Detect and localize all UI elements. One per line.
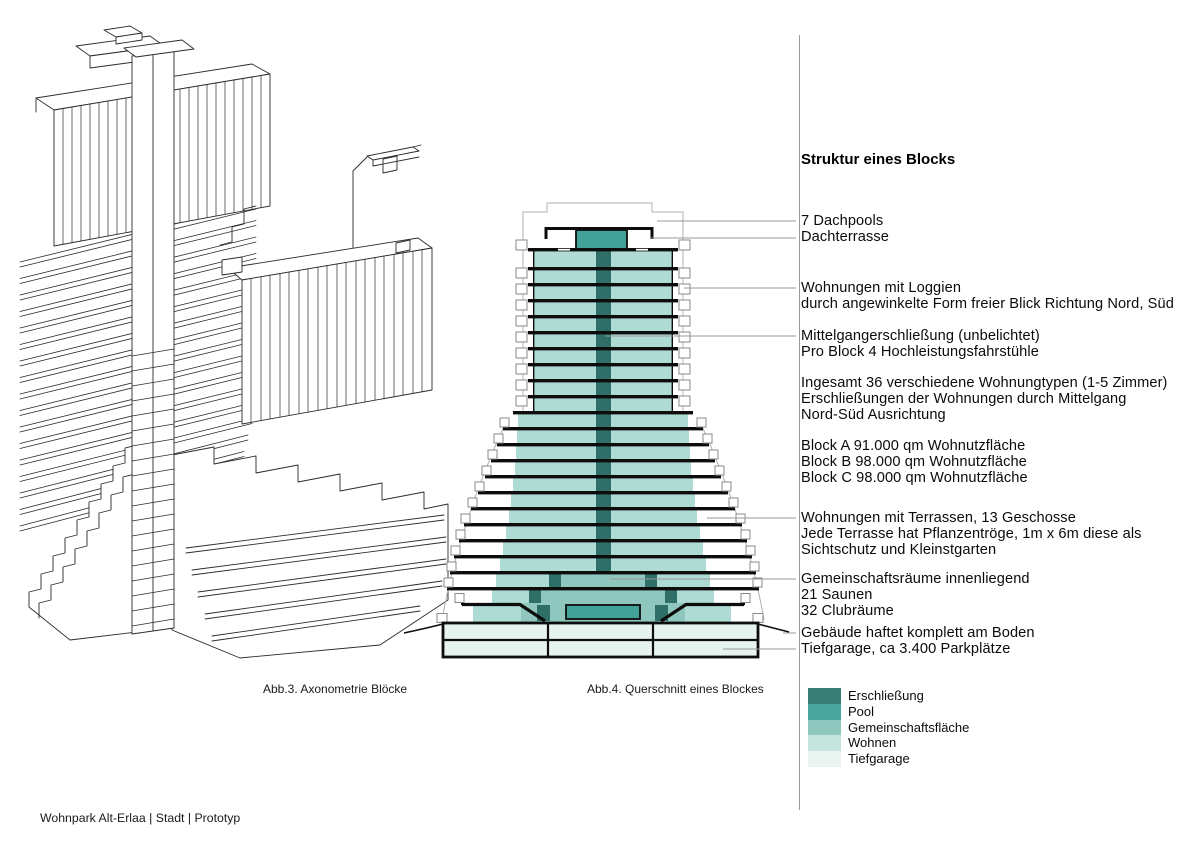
annotation-line: Gebäude haftet komplett am Boden (801, 625, 1035, 641)
annotation-gemeinschaft (801, 571, 1199, 620)
legend-swatch (808, 688, 841, 704)
section-floors (473, 251, 731, 622)
annotation-line: Jede Terrasse hat Pflanzentröge, 1m x 6m diese als (801, 526, 1142, 543)
annotation-line: Tiefgarage, ca 3.400 Parkplätze (801, 641, 1011, 658)
annotation-loggien (801, 280, 1199, 312)
annotation-line: 32 Clubräume (801, 603, 894, 620)
annotation-line: Wohnungen mit Loggien (801, 280, 962, 296)
annotation-line: Block B 98.000 qm Wohnutzfläche (801, 454, 1027, 471)
section-roof (546, 229, 652, 251)
annotation-line: 7 Dachpools (801, 213, 884, 229)
annotation-tiefgarage (801, 625, 1199, 657)
section-garage (443, 623, 758, 657)
legend-swatch (808, 735, 841, 751)
annotation-line: Pro Block 4 Hochleistungsfahrstühle (801, 344, 1039, 361)
annotation-blockflaechen (801, 438, 1199, 487)
annotation-terrassen (801, 510, 1199, 559)
annotation-line: Dachterrasse (801, 229, 889, 246)
annotation-line: Gemeinschaftsräume innenliegend (801, 571, 1030, 587)
annotation-mittelgang (801, 328, 1199, 360)
legend-label: Wohnen (848, 735, 897, 751)
legend-swatch (808, 704, 841, 720)
legend-label: Tiefgarage (848, 751, 910, 767)
cross-section-drawing (404, 203, 789, 657)
annotation-line: Sichtschutz und Kleinstgarten (801, 542, 997, 559)
legend-label: Gemeinschaftsfläche (848, 719, 970, 735)
page-title: Struktur eines Blocks (801, 151, 956, 168)
annotation-line: Block C 98.000 qm Wohnutzfläche (801, 470, 1028, 487)
legend-item-pool (808, 704, 969, 720)
legend-label: Pool (848, 703, 875, 719)
annotation-line: Erschließungen der Wohnungen durch Mittelgang (801, 391, 1127, 408)
caption-section: Abb.4. Querschnitt eines Blockes (587, 682, 764, 696)
legend-label: Erschließung (848, 688, 924, 703)
annotation-dachpools (801, 213, 1199, 245)
axo-pyramid-left (29, 445, 147, 640)
annotation-line: 21 Saunen (801, 587, 873, 604)
legend-swatch (808, 720, 841, 736)
annotation-line: Mittelgangerschließung (unbelichtet) (801, 328, 1040, 344)
legend (808, 688, 969, 767)
annotation-line: Wohnungen mit Terrassen, 13 Geschosse (801, 510, 1076, 526)
legend-item-gemeinschaftsflaeche (808, 720, 969, 736)
legend-item-tiefgarage (808, 751, 969, 767)
caption-axonometric: Abb.3. Axonometrie Blöcke (263, 682, 408, 696)
annotation-line: Block A 91.000 qm Wohnutzfläche (801, 438, 1026, 454)
annotation-line: durch angewinkelte Form freier Blick Richtung Nord, Süd (801, 296, 1174, 313)
legend-item-wohnen (808, 735, 969, 751)
axo-pyramid-right (172, 447, 448, 658)
footer-text: Wohnpark Alt-Erlaa | Stadt | Prototyp (40, 811, 241, 825)
annotation-wohnungstypen (801, 375, 1199, 424)
legend-item-erschliessung (808, 688, 969, 704)
annotation-line: Nord-Süd Ausrichtung (801, 407, 946, 424)
axo-block-front (222, 238, 432, 424)
legend-swatch (808, 751, 841, 767)
axonometric-drawing (20, 26, 448, 658)
annotation-line: Ingesamt 36 verschiedene Wohnungtypen (1-5 Zimmer) (801, 375, 1168, 391)
axo-distant-block (353, 145, 421, 250)
